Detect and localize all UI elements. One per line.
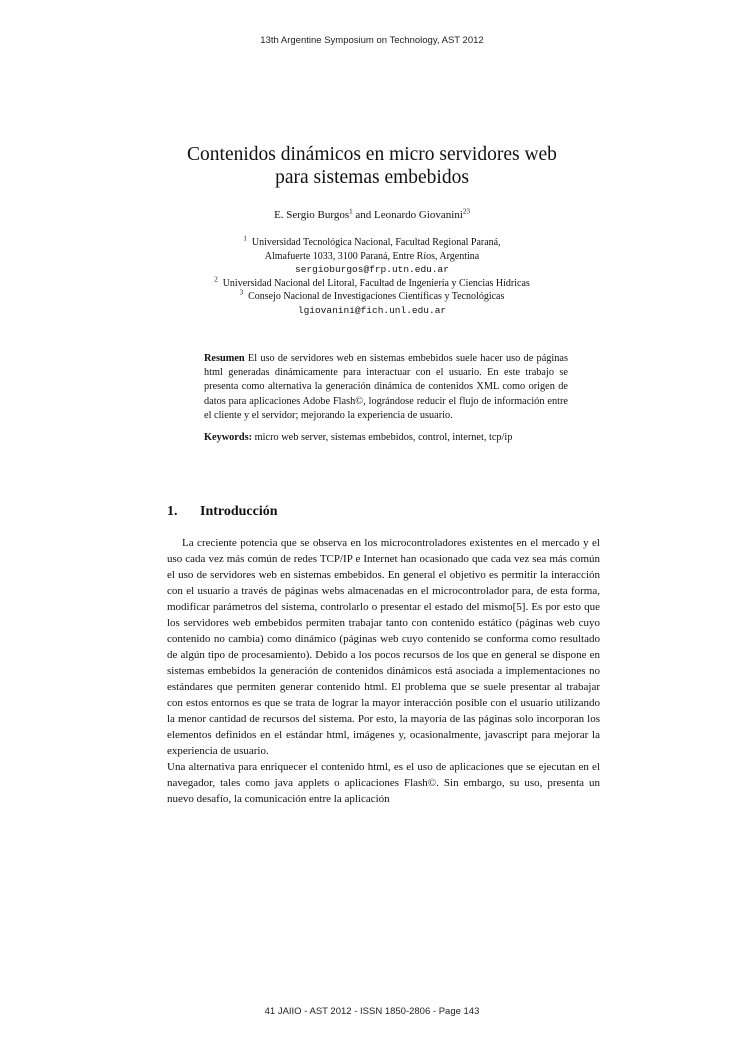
affiliation-1-line-1: Universidad Tecnológica Nacional, Facultad Regional Paraná, <box>251 237 501 248</box>
abstract-block <box>204 352 568 445</box>
section-number: 1. <box>167 504 178 519</box>
affiliation-3-number: 3 <box>239 289 244 298</box>
authors-line <box>120 209 624 221</box>
affiliation-2-text: Universidad Nacional del Litoral, Facultad de Ingeniería y Ciencias Hídricas <box>222 277 530 289</box>
body-paragraph-2: Una alternativa para enriquecer el contenido html, es el uso de aplicaciones que se ejecutan en el navegador, tales como java applets o aplicaciones Flash©. Sin embargo, su uso, presenta un nuevo desafío, la comunicación entre la aplicación <box>167 761 600 805</box>
author-name-1: E. Sergio Burgos <box>274 209 350 221</box>
body-paragraph-1: La creciente potencia que se observa en los microcontroladores existentes en el mercado y el uso cada vez más común de redes TCP/IP e Internet han ocasionado que cada vez sea más común el uso de servidores web en sistemas embebidos. En general el objetivo es permitir la interacción con el usuario a través de páginas webs almacenadas en el microcontrolador para, de esta forma, modificar parámetros del sistema, controlarlo o presentar el estado del mismo[5]. Es por esto que los servidores web embebidos permiten trabajar tanto con contenido estático (páginas web cuyo contenido no cambia) como dinámico (páginas web cuyo contenido se conforma como resultado de algún tipo de procesamiento). Debido a los pocos recursos de los que en general se dispone en sistemas embebidos la generación de contenidos dinámicos está asociada a implementaciones no estándares que permiten generar contenido html. El problema que se suele presentar al trabajar con estos entornos es que se trata de lograr la mayor interacción posible con el usuario utilizando la menor cantidad de recursos del sistema. Por esto, la mayoría de las páginas solo incorporan los elementos definidos en el estándar html, imágenes y, ocasionalmente, javascript para mejorar la experiencia de usuario. <box>167 537 600 757</box>
affiliation-1-line-2: Almafuerte 1033, 3100 Paraná, Entre Ríos, Argentina <box>264 250 480 262</box>
running-header: 13th Argentine Symposium on Technology, AST 2012 <box>260 35 484 46</box>
email-2[interactable]: lgiovanini@fich.unl.edu.ar <box>297 304 447 316</box>
section-heading <box>167 504 278 520</box>
affiliation-2 <box>150 277 594 291</box>
author-sup-1: 1 <box>349 207 353 216</box>
section-title: Introducción <box>200 504 278 519</box>
author-sup-2: 23 <box>462 207 470 216</box>
affiliation-3-text: Consejo Nacional de Investigaciones Científicas y Tecnológicas <box>248 291 505 303</box>
page-footer: 41 JAIIO - AST 2012 - ISSN 1850-2806 - Page 143 <box>264 1006 480 1017</box>
body-text <box>167 535 600 807</box>
title-line-1: Contenidos dinámicos en micro servidores web <box>187 144 557 165</box>
title-line-2: para sistemas embebidos <box>275 167 469 188</box>
keywords-label: Keywords: <box>204 432 253 444</box>
keywords-text: micro web server, sistemas embebidos, control, internet, tcp/ip <box>254 432 513 444</box>
affiliations <box>150 236 594 318</box>
paper-title <box>120 143 624 189</box>
affiliation-1 <box>150 236 594 250</box>
affiliation-3 <box>150 290 594 304</box>
email-1[interactable]: sergioburgos@frp.utn.edu.ar <box>295 264 449 276</box>
abstract-text: El uso de servidores web en sistemas embebidos suele hacer uso de páginas html generadas dinámicamente para interactuar con el usuario. En este trabajo se presenta como alternativa la generación dinámica de contenidos XML como origen de datos para aplicaciones Adobe Flash©, lográndose reducir el flujo de información entre el cliente y el servidor; mejorando la experiencia de usuario. <box>204 353 568 421</box>
affiliation-1-number: 1 <box>243 234 247 243</box>
abstract-paragraph <box>204 352 568 423</box>
affiliation-2-number: 2 <box>214 275 218 284</box>
author-name-2: Leonardo Giovanini <box>374 209 463 221</box>
authors-conjunction: and <box>355 209 372 221</box>
keywords-paragraph <box>204 431 568 445</box>
abstract-label: Resumen <box>204 353 245 364</box>
